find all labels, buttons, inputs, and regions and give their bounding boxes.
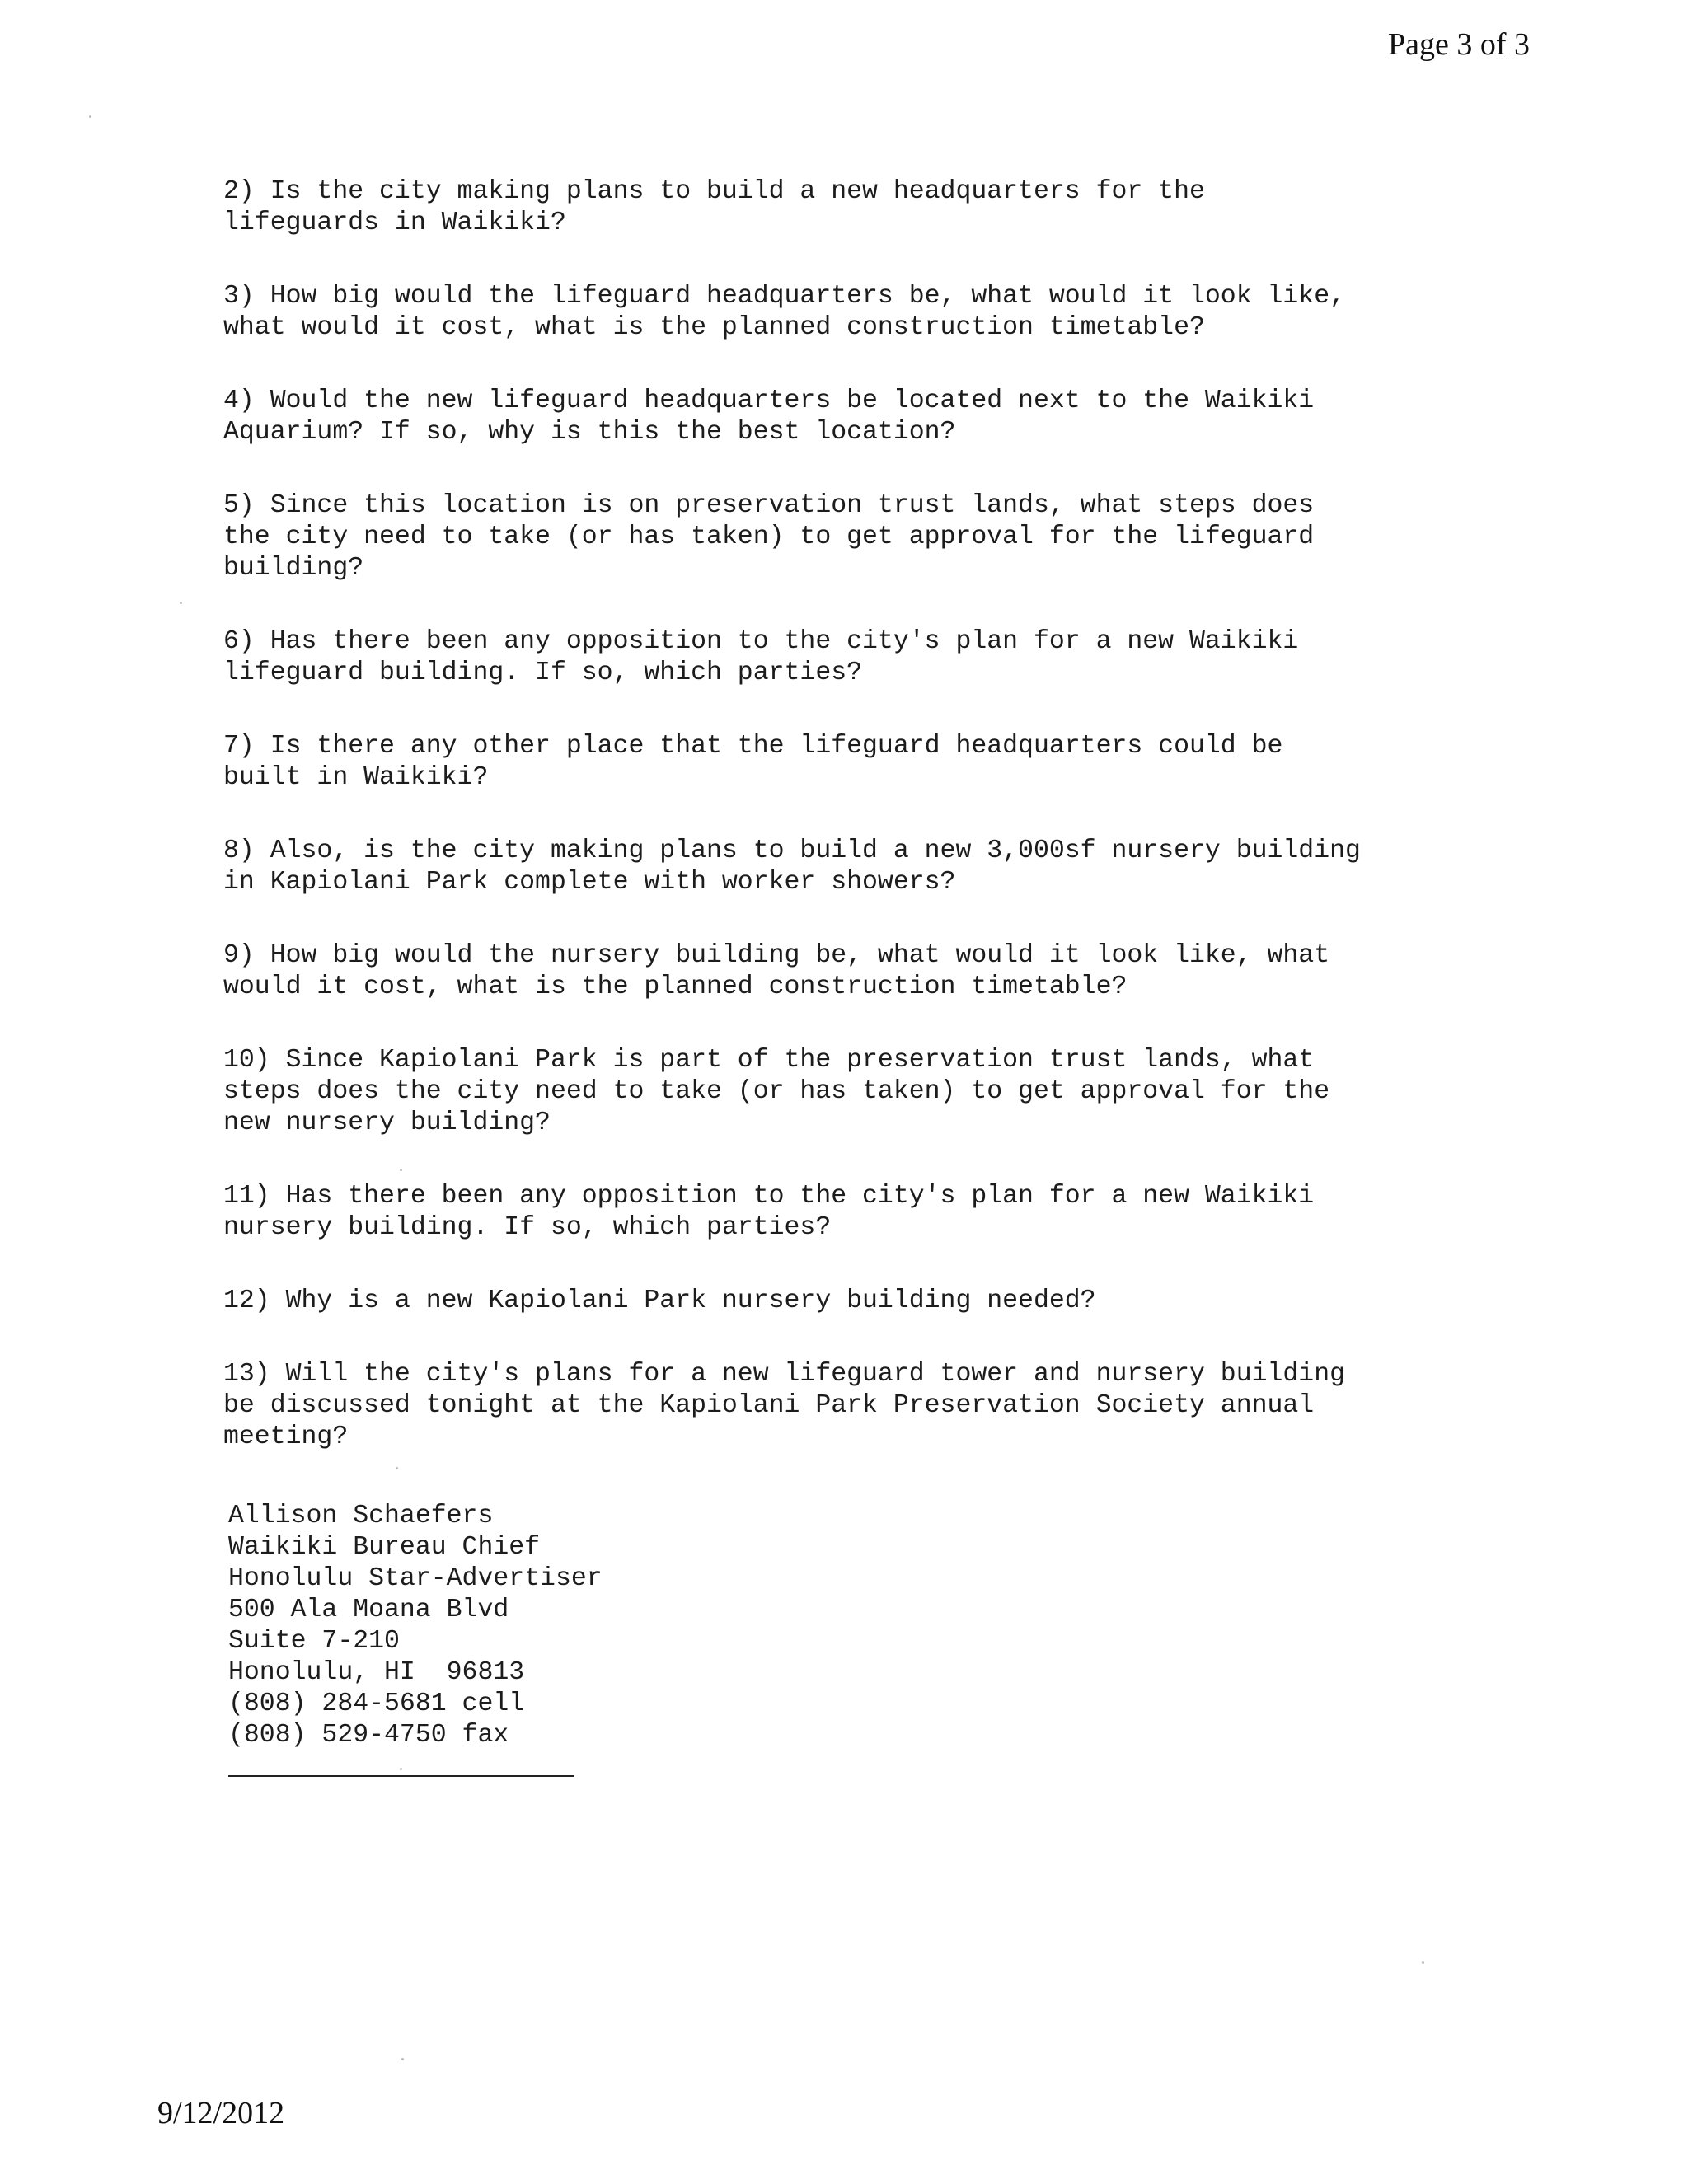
scan-speck [180, 602, 182, 604]
signature-city-state-zip: Honolulu, HI 96813 [228, 1658, 525, 1687]
scan-speck [400, 1169, 402, 1171]
signature-divider [228, 1775, 574, 1777]
signature-name: Allison Schaefers [228, 1502, 494, 1530]
question-10: 10) Since Kapiolani Park is part of the preservation trust lands, what steps does the city need to take (or has taken) to get approval for the new nursery building? [223, 1046, 1330, 1137]
scan-speck [401, 2058, 404, 2060]
question-3: 3) How big would the lifeguard headquarters be, what would it look like, what would it cost, what is the planned construction timetable? [223, 282, 1346, 342]
scan-speck [89, 115, 91, 118]
question-8: 8) Also, is the city making plans to build a new 3,000sf nursery building in Kapiolani Park complete with worker showers? [223, 837, 1361, 897]
scan-speck [396, 1467, 398, 1469]
signature-fax: (808) 529-4750 fax [228, 1721, 509, 1750]
signature-title: Waikiki Bureau Chief [228, 1533, 541, 1562]
question-5: 5) Since this location is on preservation trust lands, what steps does the city need to take (or has taken) to get approval for the lifeguard building? [223, 491, 1315, 583]
question-13: 13) Will the city's plans for a new lifeguard tower and nursery building be discussed tonight at the Kapiolani Park Preservation Society annual meeting? [223, 1360, 1346, 1451]
scan-speck [400, 1768, 402, 1770]
question-6: 6) Has there been any opposition to the city's plan for a new Waikiki lifeguard building. If so, which parties? [223, 627, 1299, 687]
signature-street: 500 Ala Moana Blvd [228, 1596, 509, 1624]
page-number: Page 3 of 3 [1387, 27, 1530, 62]
signature-block [228, 1501, 603, 1751]
signature-organization: Honolulu Star-Advertiser [228, 1564, 603, 1593]
signature-cell-phone: (808) 284-5681 cell [228, 1690, 525, 1718]
question-4: 4) Would the new lifeguard headquarters be located next to the Waikiki Aquarium? If so, why is this the best location? [223, 387, 1315, 447]
question-7: 7) Is there any other place that the lifeguard headquarters could be built in Waikiki? [223, 732, 1283, 792]
question-12: 12) Why is a new Kapiolani Park nursery building needed? [223, 1286, 1096, 1315]
scan-speck [1422, 1961, 1424, 1964]
question-11: 11) Has there been any opposition to the city's plan for a new Waikiki nursery building. If so, which parties? [223, 1182, 1315, 1242]
question-list [223, 176, 1443, 1495]
footer-date: 9/12/2012 [157, 2096, 285, 2130]
question-9: 9) How big would the nursery building be, what would it look like, what would it cost, what is the planned construction timetable? [223, 941, 1330, 1001]
signature-suite: Suite 7-210 [228, 1627, 400, 1656]
question-2: 2) Is the city making plans to build a new headquarters for the lifeguards in Waikiki? [223, 177, 1205, 237]
